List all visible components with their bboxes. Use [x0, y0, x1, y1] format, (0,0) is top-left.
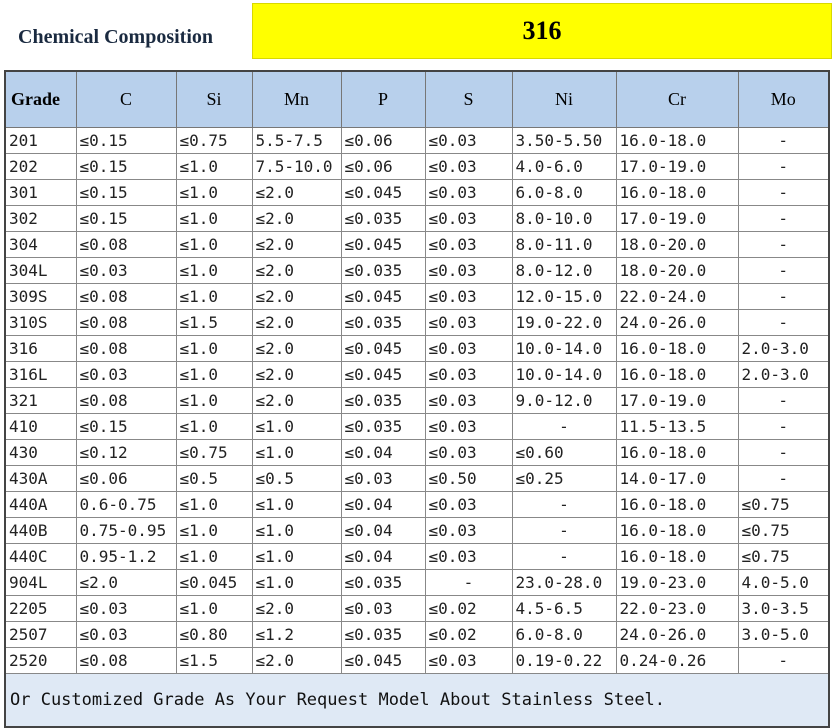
table-row	[5, 596, 829, 622]
column-header-mo: Mo	[738, 71, 829, 128]
table-cell: ≤1.0	[176, 596, 252, 622]
table-cell: 18.0-20.0	[616, 258, 738, 284]
table-cell: 304	[5, 232, 76, 258]
column-header-mn: Mn	[252, 71, 341, 128]
table-cell: ≤0.03	[425, 440, 512, 466]
table-cell: 440A	[5, 492, 76, 518]
table-cell: -	[738, 154, 829, 180]
page-title: Chemical Composition	[18, 26, 213, 48]
table-cell: ≤0.03	[425, 180, 512, 206]
table-row	[5, 544, 829, 570]
table-cell: 202	[5, 154, 76, 180]
table-cell: 17.0-19.0	[616, 154, 738, 180]
table-cell: ≤0.06	[76, 466, 176, 492]
header-row	[5, 71, 829, 128]
table-cell: ≤0.03	[425, 492, 512, 518]
table-cell: -	[738, 466, 829, 492]
table-row	[5, 466, 829, 492]
column-header-s: S	[425, 71, 512, 128]
table-row	[5, 232, 829, 258]
table-cell: -	[738, 388, 829, 414]
table-cell: ≤0.12	[76, 440, 176, 466]
table-row	[5, 258, 829, 284]
table-cell: 440C	[5, 544, 76, 570]
table-row	[5, 648, 829, 674]
table-cell: 310S	[5, 310, 76, 336]
column-header-cr: Cr	[616, 71, 738, 128]
table-cell: -	[738, 258, 829, 284]
table-cell: ≤0.04	[341, 518, 425, 544]
table-cell: ≤0.08	[76, 388, 176, 414]
table-cell: ≤0.02	[425, 596, 512, 622]
table-cell: 304L	[5, 258, 76, 284]
table-cell: ≤2.0	[252, 206, 341, 232]
table-cell: ≤0.75	[738, 544, 829, 570]
table-cell: 8.0-10.0	[512, 206, 616, 232]
table-cell: ≤1.0	[176, 258, 252, 284]
table-cell: ≤0.03	[425, 414, 512, 440]
table-cell: -	[738, 128, 829, 154]
table-cell: 10.0-14.0	[512, 336, 616, 362]
grade-highlight-banner: 316	[252, 3, 832, 59]
table-cell: 11.5-13.5	[616, 414, 738, 440]
table-cell: ≤0.08	[76, 648, 176, 674]
table-cell: ≤0.03	[76, 622, 176, 648]
table-cell: ≤0.045	[341, 180, 425, 206]
table-cell: ≤0.15	[76, 154, 176, 180]
table-cell: 6.0-8.0	[512, 622, 616, 648]
table-row	[5, 310, 829, 336]
table-cell: ≤0.03	[425, 232, 512, 258]
table-cell: ≤0.75	[738, 518, 829, 544]
table-cell: 430A	[5, 466, 76, 492]
table-cell: 2520	[5, 648, 76, 674]
table-cell: ≤1.0	[252, 492, 341, 518]
table-cell: ≤1.0	[176, 206, 252, 232]
table-cell: ≤0.15	[76, 414, 176, 440]
table-cell: ≤0.045	[341, 336, 425, 362]
table-cell: 10.0-14.0	[512, 362, 616, 388]
table-cell: ≤1.0	[176, 414, 252, 440]
table-cell: 0.24-0.26	[616, 648, 738, 674]
table-cell: ≤2.0	[252, 388, 341, 414]
table-cell: 24.0-26.0	[616, 310, 738, 336]
table-cell: 7.5-10.0	[252, 154, 341, 180]
table-cell: ≤0.08	[76, 232, 176, 258]
table-cell: ≤1.0	[176, 388, 252, 414]
table-cell: ≤2.0	[252, 180, 341, 206]
table-cell: ≤0.25	[512, 466, 616, 492]
table-cell: 3.0-5.0	[738, 622, 829, 648]
table-cell: 19.0-23.0	[616, 570, 738, 596]
table-cell: ≤0.03	[341, 596, 425, 622]
table-cell: 2.0-3.0	[738, 362, 829, 388]
table-cell: ≤2.0	[252, 310, 341, 336]
table-cell: ≤0.5	[252, 466, 341, 492]
table-cell: ≤1.2	[252, 622, 341, 648]
table-cell: 3.50-5.50	[512, 128, 616, 154]
column-header-p: P	[341, 71, 425, 128]
table-cell: -	[738, 180, 829, 206]
table-cell: ≤0.75	[176, 128, 252, 154]
table-cell: ≤0.03	[341, 466, 425, 492]
table-cell: ≤0.045	[341, 362, 425, 388]
table-cell: ≤1.0	[176, 544, 252, 570]
table-row	[5, 414, 829, 440]
table-cell: ≤0.035	[341, 570, 425, 596]
table-cell: ≤0.03	[425, 206, 512, 232]
table-row	[5, 284, 829, 310]
table-cell: ≤0.035	[341, 258, 425, 284]
table-cell: ≤0.03	[425, 284, 512, 310]
table-cell: 16.0-18.0	[616, 518, 738, 544]
table-cell: 410	[5, 414, 76, 440]
table-cell: -	[738, 284, 829, 310]
table-cell: 18.0-20.0	[616, 232, 738, 258]
table-cell: ≤0.75	[738, 492, 829, 518]
table-cell: 316L	[5, 362, 76, 388]
table-row	[5, 362, 829, 388]
table-cell: -	[512, 414, 616, 440]
table-cell: -	[738, 440, 829, 466]
table-cell: ≤1.0	[252, 414, 341, 440]
table-cell: ≤0.03	[425, 128, 512, 154]
table-cell: 14.0-17.0	[616, 466, 738, 492]
table-cell: 22.0-24.0	[616, 284, 738, 310]
table-cell: 321	[5, 388, 76, 414]
note-row	[5, 674, 829, 728]
column-header-ni: Ni	[512, 71, 616, 128]
table-row	[5, 180, 829, 206]
table-row	[5, 492, 829, 518]
table-cell: ≤0.035	[341, 206, 425, 232]
table-cell: ≤1.0	[176, 492, 252, 518]
table-cell: ≤0.03	[425, 648, 512, 674]
table-cell: ≤1.0	[252, 570, 341, 596]
table-cell: 2.0-3.0	[738, 336, 829, 362]
table-cell: ≤0.15	[76, 206, 176, 232]
column-header-c: C	[76, 71, 176, 128]
table-cell: ≤0.03	[425, 258, 512, 284]
table-cell: ≤2.0	[252, 336, 341, 362]
table-cell: -	[738, 310, 829, 336]
table-cell: ≤0.03	[425, 336, 512, 362]
table-cell: 19.0-22.0	[512, 310, 616, 336]
table-cell: ≤0.04	[341, 544, 425, 570]
table-cell: ≤0.045	[341, 232, 425, 258]
table-row	[5, 440, 829, 466]
table-cell: ≤0.045	[341, 284, 425, 310]
table-cell: ≤0.60	[512, 440, 616, 466]
table-cell: ≤0.03	[425, 362, 512, 388]
table-cell: ≤2.0	[76, 570, 176, 596]
table-note: Or Customized Grade As Your Request Model About Stainless Steel.	[5, 674, 829, 728]
table-cell: 201	[5, 128, 76, 154]
table-cell: 4.0-6.0	[512, 154, 616, 180]
table-row	[5, 336, 829, 362]
table-cell: ≤0.06	[341, 128, 425, 154]
table-cell: 8.0-11.0	[512, 232, 616, 258]
table-cell: ≤0.04	[341, 440, 425, 466]
table-cell: -	[512, 544, 616, 570]
table-cell: -	[425, 570, 512, 596]
table-cell: ≤0.03	[76, 362, 176, 388]
table-cell: 16.0-18.0	[616, 492, 738, 518]
table-cell: -	[738, 414, 829, 440]
table-cell: 16.0-18.0	[616, 362, 738, 388]
table-cell: ≤0.03	[425, 518, 512, 544]
table-cell: ≤2.0	[252, 284, 341, 310]
table-cell: 8.0-12.0	[512, 258, 616, 284]
table-cell: 2205	[5, 596, 76, 622]
table-cell: ≤0.035	[341, 388, 425, 414]
table-cell: -	[738, 206, 829, 232]
table-cell: ≤1.0	[176, 284, 252, 310]
table-cell: ≤0.03	[425, 388, 512, 414]
table-row	[5, 388, 829, 414]
table-cell: 17.0-19.0	[616, 388, 738, 414]
table-cell: -	[738, 648, 829, 674]
table-cell: 440B	[5, 518, 76, 544]
table-cell: ≤1.0	[252, 544, 341, 570]
table-cell: 3.0-3.5	[738, 596, 829, 622]
table-row	[5, 206, 829, 232]
table-cell: ≤0.03	[76, 258, 176, 284]
table-cell: ≤0.035	[341, 622, 425, 648]
table-cell: 302	[5, 206, 76, 232]
table-cell: 316	[5, 336, 76, 362]
table-cell: 0.95-1.2	[76, 544, 176, 570]
table-cell: 430	[5, 440, 76, 466]
table-cell: 0.75-0.95	[76, 518, 176, 544]
table-cell: ≤0.03	[76, 596, 176, 622]
table-row	[5, 128, 829, 154]
table-cell: ≤0.035	[341, 414, 425, 440]
table-cell: ≤0.03	[425, 310, 512, 336]
table-cell: 4.5-6.5	[512, 596, 616, 622]
table-cell: ≤0.045	[341, 648, 425, 674]
table-cell: 904L	[5, 570, 76, 596]
table-cell: 23.0-28.0	[512, 570, 616, 596]
table-cell: 309S	[5, 284, 76, 310]
table-cell: 16.0-18.0	[616, 128, 738, 154]
table-cell: 24.0-26.0	[616, 622, 738, 648]
table-row	[5, 570, 829, 596]
table-cell: ≤1.0	[176, 518, 252, 544]
table-cell: 0.19-0.22	[512, 648, 616, 674]
table-cell: ≤0.02	[425, 622, 512, 648]
table-cell: ≤1.0	[176, 362, 252, 388]
table-cell: ≤0.50	[425, 466, 512, 492]
table-cell: ≤2.0	[252, 258, 341, 284]
table-cell: ≤1.0	[252, 440, 341, 466]
table-cell: -	[738, 232, 829, 258]
table-cell: ≤0.06	[341, 154, 425, 180]
table-cell: ≤2.0	[252, 596, 341, 622]
table-cell: ≤0.035	[341, 310, 425, 336]
table-cell: 2507	[5, 622, 76, 648]
table-cell: 22.0-23.0	[616, 596, 738, 622]
column-header-grade: Grade	[5, 71, 76, 128]
table-cell: ≤0.045	[176, 570, 252, 596]
table-cell: ≤0.80	[176, 622, 252, 648]
table-cell: -	[512, 492, 616, 518]
table-cell: 17.0-19.0	[616, 206, 738, 232]
table-cell: ≤1.5	[176, 310, 252, 336]
table-cell: ≤0.15	[76, 128, 176, 154]
table-cell: ≤0.15	[76, 180, 176, 206]
table-cell: ≤0.08	[76, 284, 176, 310]
table-cell: 4.0-5.0	[738, 570, 829, 596]
table-cell: 16.0-18.0	[616, 440, 738, 466]
table-cell: ≤0.03	[425, 544, 512, 570]
table-cell: 12.0-15.0	[512, 284, 616, 310]
table-cell: ≤1.0	[252, 518, 341, 544]
table-cell: ≤0.04	[341, 492, 425, 518]
table-row	[5, 154, 829, 180]
table-cell: ≤2.0	[252, 362, 341, 388]
column-header-si: Si	[176, 71, 252, 128]
table-cell: ≤1.0	[176, 232, 252, 258]
table-cell: 6.0-8.0	[512, 180, 616, 206]
table-cell: ≤1.0	[176, 336, 252, 362]
table-row	[5, 518, 829, 544]
table-cell: -	[512, 518, 616, 544]
table-cell: 9.0-12.0	[512, 388, 616, 414]
table-cell: 16.0-18.0	[616, 336, 738, 362]
table-cell: ≤0.08	[76, 310, 176, 336]
table-cell: ≤2.0	[252, 648, 341, 674]
table-cell: ≤2.0	[252, 232, 341, 258]
table-cell: ≤0.5	[176, 466, 252, 492]
table-row	[5, 622, 829, 648]
composition-table	[4, 70, 830, 728]
table-cell: ≤1.0	[176, 154, 252, 180]
table-cell: 16.0-18.0	[616, 180, 738, 206]
table-cell: 301	[5, 180, 76, 206]
table-cell: ≤0.75	[176, 440, 252, 466]
table-cell: ≤1.0	[176, 180, 252, 206]
table-cell: 16.0-18.0	[616, 544, 738, 570]
table-cell: ≤0.03	[425, 154, 512, 180]
table-cell: 0.6-0.75	[76, 492, 176, 518]
table-cell: ≤1.5	[176, 648, 252, 674]
table-cell: 5.5-7.5	[252, 128, 341, 154]
table-cell: ≤0.08	[76, 336, 176, 362]
